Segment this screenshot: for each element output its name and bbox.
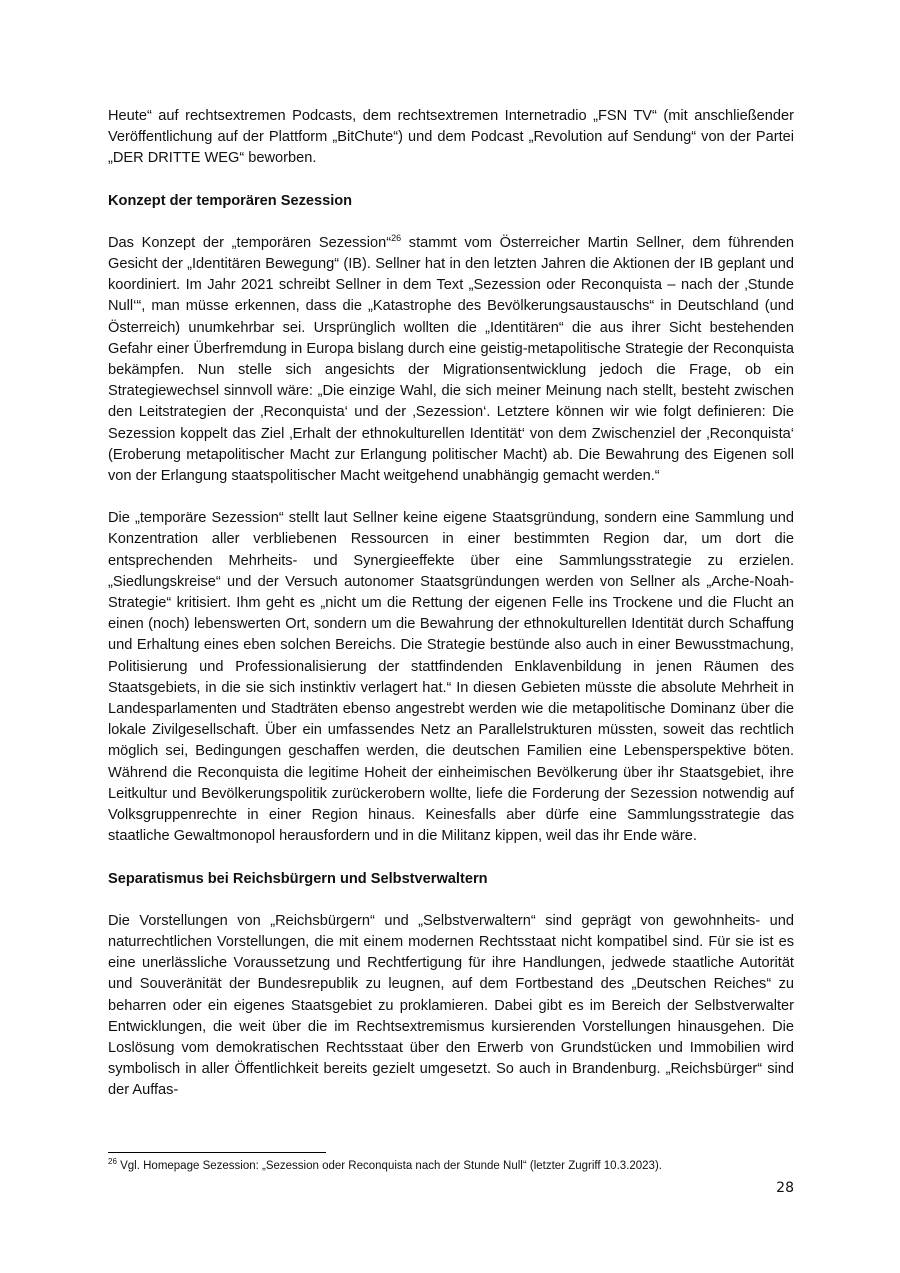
main-text [108,106,794,1123]
footnote [108,1159,794,1174]
page-number: 28 [776,1180,794,1196]
paragraph-intro: Heute“ auf rechtsextremen Podcasts, dem rechtsextremen Internetradio „FSN TV“ (mit anschließender Veröffentlichung auf der Plattform „BitChute“) und dem Podcast „Revolution auf Sendung“ von der Partei „DER DRITTE WEG“ beworben. [108,108,794,167]
footnote-number: 26 [108,1157,117,1167]
footnote-divider [108,1152,326,1153]
paragraph-reichsbuerger: Die Vorstellungen von „Reichsbürgern“ und „Selbstverwaltern“ sind geprägt von gewohnheits- und naturrechtlichen Vorstellungen, die mit einem modernen Rechtsstaat nicht kompatibel sind. Für sie ist es eine unerlässliche Voraussetzung und Rechtfertigung für ihre Handlungen, jedwede staatliche Autorität und Souveränität der Bundesrepublik zu leugnen, auf dem Fortbestand des „Deutschen Reiches“ zu beharren oder ein eigenes Staatsgebiet zu proklamieren. Dabei gibt es im Bereich der Selbstverwalter Entwicklungen, die weit über die im Rechtsextremismus kursierenden Vorstellungen hinausgehen. Die Loslösung vom demokratischen Rechtsstaat über den Erwerb von Grundstücken und Immobilien wird symbolisch in aller Öffentlichkeit bereits gezielt umgesetzt. So auch in Brandenburg. „Reichsbürger“ sind der Auffas- [108,912,794,1099]
heading-separatism: Separatismus bei Reichsbürgern und Selbstverwaltern [108,870,488,887]
heading-temporary-secession: Konzept der temporären Sezession [108,192,353,209]
paragraph-concept-start: Das Konzept der „temporären Sezession“ [108,234,392,251]
footnote-text: Vgl. Homepage Sezession: „Sezession oder Reconquista nach der Stunde Null“ (letzter Zugriff 10.3.2023). [116,1160,662,1172]
paragraph-concept [108,233,794,487]
paragraph-sellner-strategy: Die „temporäre Sezession“ stellt laut Sellner keine eigene Staatsgründung, sondern eine Sammlung und Konzentration aller verbliebenen Ressourcen in einer bestimmten Region dar, um dort die entsprechenden Mehrheits- und Synergieeffekte über eine Sammlungsstrategie zu erzielen. „Siedlungskreise“ und der Versuch autonomer Staatsgründungen werden von Sellner als „Arche-Noah-Strategie“ kritisiert. Ihm geht es „nicht um die Rettung der eigenen Felle ins Trockene und die Flucht an einen (noch) lebenswerten Ort, sondern um die Bewahrung der ethnokulturellen Identität durch Schaffung und Erhaltung eines eben solchen Bereichs. Die Strategie bestünde also auch in einer Bewusstmachung, Politisierung und Professionalisierung der stattfindenden Enklavenbildung in jenen Räumen des Staatsgebiets, in die sie sich instinktiv verlagert hat.“ In diesen Gebieten müsste die absolute Mehrheit in Landesparlamenten und Stadträten ebenso angestrebt werden wie die metapolitische Dominanz über die lokale Zivilgesellschaft. Über ein umfassendes Netz an Parallelstrukturen müssten, soweit das rechtlich möglich sei, Bedingungen geschaffen werden, die deutschen Familien eine Lebensperspektive böten. Während die Reconquista die legitime Hoheit der einheimischen Bevölkerung über ihr Staatsgebiet, ihre Leitkultur und Bevölkerungspolitik zurückerobern wollte, liefe die Forderung der Sezession notwendig auf Volksgruppenrechte in einer Region hinaus. Keinesfalls aber dürfe eine Sammlungsstrategie das staatliche Gewaltmonopol herausfordern und in die Militanz kippen, weil das ihr Ende wäre. [108,510,794,845]
footnote-reference[interactable]: 26 [391,232,402,243]
paragraph-concept-rest: stammt vom Österreicher Martin Sellner, dem führenden Gesicht der „Identitären Bewegung“ (IB). Sellner hat in den letzten Jahren die Aktionen der IB geplant und koordiniert. Im Jahr 2021 schreibt Sellner in dem Text „Sezession oder Reconquista – nach der ‚Stunde Null‘“, man müsse erkennen, dass die „Katastrophe des Bevölkerungsaustauschs“ in Deutschland (und Österreich) unumkehrbar sei. Ursprünglich wollten die „Identitären“ die aus ihrer Sicht bestehenden Gefahr einer Überfremdung in Europa bislang durch eine geistig-metapolitische Strategie der Reconquista bekämpfen. Nun stelle sich angesichts der Migrationsentwicklung jedoch die Frage, ob ein Strategiewechsel sinnvoll wäre: „Die einzige Wahl, die sich meiner Meinung nach stellt, besteht zwischen den Leitstrategien der ‚Reconquista‘ und der ‚Sezession‘. Letztere können wir wie folgt definieren: Die Sezession koppelt das Ziel ‚Erhalt der ethnokulturellen Identität‘ von dem Zwischenziel der ‚Reconquista‘ (Eroberung metapolitischer Macht zur Erlangung politischer Macht) ab. Die Bewahrung des Eigenen soll von der Erlangung staatspolitischer Macht weitgehend unabhängig gemacht werden.“ [108,234,795,485]
